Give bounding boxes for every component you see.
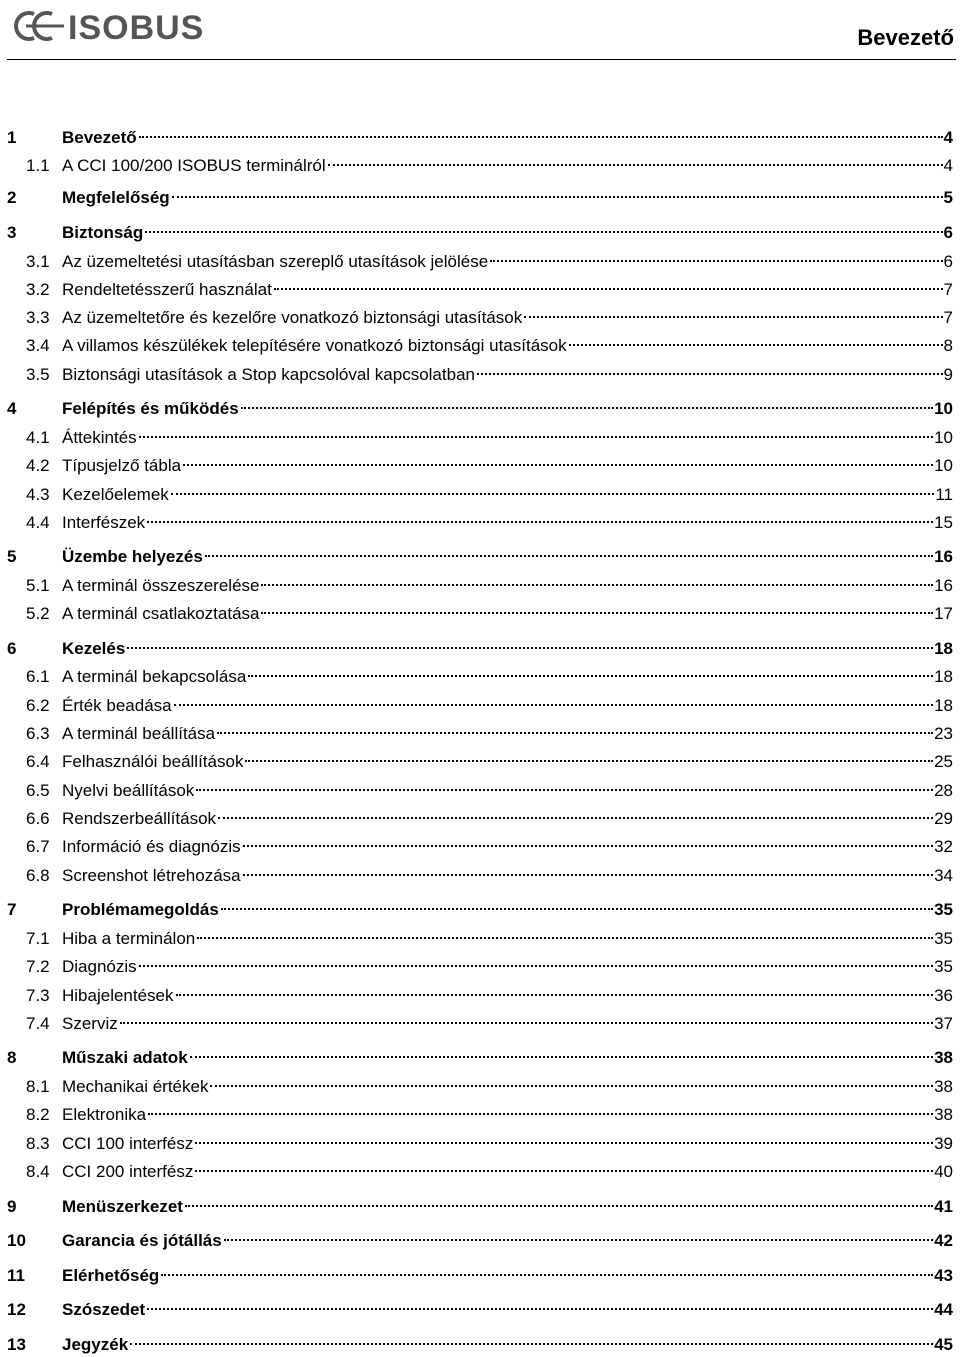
toc-entry-number: 6.7 [26, 837, 50, 856]
toc-entry-title: Elérhetőség [62, 1266, 160, 1285]
toc-dot-leader [476, 358, 943, 380]
toc-entry-number: 3.1 [26, 252, 50, 271]
toc-entry-title: A terminál beállítása [62, 724, 216, 743]
toc-entry-number: 8 [7, 1048, 17, 1067]
toc-entry[interactable] [0, 121, 960, 147]
toc-entry-page-number: 29 [934, 809, 953, 828]
toc-entry-number: 4.4 [26, 513, 50, 532]
toc-entry-title: CCI 200 interfész [62, 1162, 194, 1181]
toc-entry-page-number: 38 [934, 1077, 953, 1096]
toc-entry-title: Elektronika [62, 1105, 147, 1124]
toc-dot-leader [568, 329, 943, 351]
toc-entry-number: 3.4 [26, 336, 50, 355]
toc-entry-title: A villamos készülékek telepítésére vonatkozó biztonsági utasítások [62, 336, 567, 355]
toc-entry-page-number: 41 [934, 1197, 953, 1216]
toc-entry-number: 5 [7, 547, 17, 566]
toc-entry-number: 3.2 [26, 280, 50, 299]
toc-entry-number: 2 [7, 188, 17, 207]
toc-entry-number: 7.1 [26, 929, 50, 948]
toc-entry[interactable] [0, 717, 960, 743]
toc-entry[interactable] [0, 1070, 960, 1096]
toc-entry-title: Kezelés [62, 639, 126, 658]
toc-entry-title: Típusjelző tábla [62, 456, 182, 475]
toc-entry-number: 7.4 [26, 1014, 50, 1033]
toc-dot-leader [146, 506, 933, 528]
toc-dot-leader [144, 216, 942, 238]
toc-dot-leader [196, 922, 933, 944]
toc-entry-title: Áttekintés [62, 428, 137, 447]
toc-dot-leader [189, 1041, 933, 1063]
toc-entry-title: Műszaki adatok [62, 1048, 188, 1067]
toc-entry-number: 8.3 [26, 1134, 50, 1153]
toc-entry-number: 4 [7, 399, 17, 418]
toc-dot-leader [217, 802, 933, 824]
toc-dot-leader [216, 717, 933, 739]
toc-entry-page-number: 43 [934, 1266, 953, 1285]
toc-entry-page-number: 10 [934, 399, 953, 418]
toc-entry[interactable] [0, 632, 960, 658]
toc-entry-page-number: 4 [943, 156, 953, 175]
toc-entry[interactable] [0, 979, 960, 1005]
toc-entry-page-number: 6 [943, 252, 953, 271]
toc-dot-leader [260, 569, 933, 591]
toc-entry[interactable] [0, 329, 960, 355]
toc-entry-title: A terminál bekapcsolása [62, 667, 247, 686]
toc-dot-leader [489, 245, 942, 267]
toc-entry[interactable] [0, 1259, 960, 1285]
toc-entry-title: Az üzemeltetőre és kezelőre vonatkozó biztonsági utasítások [62, 308, 523, 327]
toc-entry-page-number: 5 [943, 188, 953, 207]
toc-entry-number: 3.5 [26, 365, 50, 384]
toc-entry[interactable] [0, 1098, 960, 1124]
toc-entry-page-number: 35 [934, 900, 953, 919]
toc-dot-leader [126, 632, 933, 654]
toc-dot-leader [119, 1007, 933, 1029]
toc-entry-title: Megfelelőség [62, 188, 170, 207]
toc-entry[interactable] [0, 540, 960, 566]
toc-entry[interactable] [0, 421, 960, 447]
header-title: Bevezető [857, 25, 954, 50]
toc-dot-leader [173, 689, 933, 711]
toc-entry-title: Biztonság [62, 223, 144, 242]
toc-entry-page-number: 8 [943, 336, 953, 355]
toc-dot-leader [260, 597, 933, 619]
toc-entry[interactable] [0, 597, 960, 623]
toc-dot-leader [240, 392, 933, 414]
page-header [0, 0, 960, 60]
toc-entry-number: 6 [7, 639, 17, 658]
toc-entry-number: 8.2 [26, 1105, 50, 1124]
toc-entry-number: 1 [7, 128, 17, 147]
toc-entry[interactable] [0, 569, 960, 595]
toc-entry-page-number: 39 [934, 1134, 953, 1153]
toc-entry-page-number: 9 [943, 365, 953, 384]
toc-entry[interactable] [0, 1155, 960, 1181]
toc-entry-number: 5.1 [26, 576, 50, 595]
toc-entry-title: Felépítés és működés [62, 399, 239, 418]
toc-entry[interactable] [0, 660, 960, 686]
toc-entry-title: CCI 100 interfész [62, 1134, 194, 1153]
toc-entry-title: Jegyzék [62, 1335, 129, 1354]
toc-entry[interactable] [0, 181, 960, 207]
toc-entry[interactable] [0, 478, 960, 504]
toc-dot-leader [147, 1098, 933, 1120]
toc-entry-page-number: 40 [934, 1162, 953, 1181]
toc-entry-page-number: 16 [934, 547, 953, 566]
toc-dot-leader [195, 774, 933, 796]
toc-entry[interactable] [0, 830, 960, 856]
toc-entry-number: 6.2 [26, 696, 50, 715]
toc-entry-page-number: 7 [943, 308, 953, 327]
toc-entry[interactable] [0, 745, 960, 771]
toc-dot-leader [184, 1190, 933, 1212]
toc-entry-page-number: 37 [934, 1014, 953, 1033]
toc-entry[interactable] [0, 1224, 960, 1250]
toc-entry-title: A terminál csatlakoztatása [62, 604, 260, 623]
toc-entry[interactable] [0, 1127, 960, 1153]
toc-entry-title: Bevezető [62, 128, 137, 147]
toc-entry-title: Üzembe helyezés [62, 547, 203, 566]
toc-entry-page-number: 16 [934, 576, 953, 595]
toc-dot-leader [194, 1127, 933, 1149]
toc-entry-number: 11 [7, 1266, 25, 1285]
toc-entry-title: Garancia és jótállás [62, 1231, 222, 1250]
toc-entry-title: Nyelvi beállítások [62, 781, 195, 800]
toc-entry-page-number: 32 [934, 837, 953, 856]
toc-entry-title: Biztonsági utasítások a Stop kapcsolóval kapcsolatban [62, 365, 475, 384]
toc-entry[interactable] [0, 922, 960, 948]
toc-entry[interactable] [0, 358, 960, 384]
toc-entry-page-number: 11 [935, 485, 953, 504]
toc-entry-title: Screenshot létrehozása [62, 866, 241, 885]
toc-entry[interactable] [0, 1007, 960, 1033]
toc-entry[interactable] [0, 893, 960, 919]
header-divider [7, 59, 956, 60]
toc-entry[interactable] [0, 245, 960, 271]
toc-entry-title: Diagnózis [62, 957, 137, 976]
toc-entry-page-number: 28 [934, 781, 953, 800]
toc-entry-page-number: 18 [934, 667, 953, 686]
toc-entry-title: Rendszerbeállítások [62, 809, 217, 828]
toc-entry-page-number: 42 [934, 1231, 953, 1250]
toc-dot-leader [244, 745, 933, 767]
toc-entry-page-number: 35 [934, 929, 953, 948]
toc-dot-leader [129, 1328, 933, 1350]
toc-entry[interactable] [0, 149, 960, 175]
toc-entry-page-number: 18 [934, 639, 953, 658]
toc-dot-leader [146, 1293, 933, 1315]
toc-entry-title: Problémamegoldás [62, 900, 219, 919]
toc-entry-number: 6.5 [26, 781, 50, 800]
toc-entry[interactable] [0, 802, 960, 828]
toc-entry-number: 6.1 [26, 667, 50, 686]
toc-entry-title: Interfészek [62, 513, 146, 532]
toc-entry[interactable] [0, 689, 960, 715]
toc-entry[interactable] [0, 1293, 960, 1319]
toc-entry-page-number: 23 [934, 724, 953, 743]
toc-entry-page-number: 45 [934, 1335, 953, 1354]
toc-entry-page-number: 10 [934, 428, 953, 447]
toc-entry-number: 7.2 [26, 957, 50, 976]
toc-entry-page-number: 6 [943, 223, 953, 242]
toc-entry-page-number: 36 [934, 986, 953, 1005]
toc-entry-page-number: 38 [934, 1105, 953, 1124]
toc-entry-number: 6.4 [26, 752, 50, 771]
toc-entry-title: Mechanikai értékek [62, 1077, 209, 1096]
toc-entry-title: A CCI 100/200 ISOBUS terminálról [62, 156, 326, 175]
toc-dot-leader [175, 979, 934, 1001]
toc-entry[interactable] [0, 950, 960, 976]
toc-dot-leader [170, 478, 935, 500]
toc-entry-number: 7.3 [26, 986, 50, 1005]
toc-entry-page-number: 15 [934, 513, 953, 532]
toc-entry[interactable] [0, 1190, 960, 1216]
toc-dot-leader [247, 660, 933, 682]
toc-dot-leader [138, 421, 933, 443]
toc-entry-number: 10 [7, 1231, 26, 1250]
toc-entry-title: Információ és diagnózis [62, 837, 241, 856]
toc-dot-leader [138, 121, 943, 143]
toc-dot-leader [194, 1155, 933, 1177]
toc-entry[interactable] [0, 273, 960, 299]
toc-entry-number: 3 [7, 223, 17, 242]
toc-entry-page-number: 10 [934, 456, 953, 475]
toc-entry-number: 6.6 [26, 809, 50, 828]
toc-entry[interactable] [0, 506, 960, 532]
toc-entry-number: 6.8 [26, 866, 50, 885]
toc-entry[interactable] [0, 1041, 960, 1067]
toc-dot-leader [220, 893, 933, 915]
toc-entry-title: Felhasználói beállítások [62, 752, 244, 771]
toc-entry[interactable] [0, 774, 960, 800]
toc-entry-number: 6.3 [26, 724, 50, 743]
toc-dot-leader [523, 301, 942, 323]
toc-entry-page-number: 44 [934, 1300, 953, 1319]
toc-entry[interactable] [0, 392, 960, 418]
toc-entry-title: Hiba a terminálon [62, 929, 196, 948]
toc-dot-leader [138, 950, 933, 972]
toc-entry-page-number: 38 [934, 1048, 953, 1067]
toc-entry-number: 4.3 [26, 485, 50, 504]
toc-entry-title: Hibajelentések [62, 986, 174, 1005]
toc-dot-leader [223, 1224, 933, 1246]
toc-entry-number: 1.1 [26, 156, 50, 175]
toc-entry-page-number: 4 [943, 128, 953, 147]
toc-entry-title: Szószedet [62, 1300, 146, 1319]
toc-entry[interactable] [0, 1328, 960, 1354]
toc-entry-number: 4.2 [26, 456, 50, 475]
toc-entry-number: 8.4 [26, 1162, 50, 1181]
toc-dot-leader [204, 540, 933, 562]
toc-dot-leader [242, 830, 933, 852]
toc-dot-leader [171, 181, 943, 203]
toc-entry-title: Rendeltetésszerű használat [62, 280, 272, 299]
toc-entry-page-number: 25 [934, 752, 953, 771]
toc-entry-title: Kezelőelemek [62, 485, 169, 504]
toc-entry[interactable] [0, 216, 960, 242]
toc-entry-number: 4.1 [26, 428, 50, 447]
toc-entry-page-number: 35 [934, 957, 953, 976]
toc-entry-number: 8.1 [26, 1077, 50, 1096]
toc-entry-number: 7 [7, 900, 17, 919]
toc-dot-leader [327, 149, 943, 171]
toc-dot-leader [160, 1259, 933, 1281]
toc-entry-number: 12 [7, 1300, 26, 1319]
toc-entry-title: A terminál összeszerelése [62, 576, 260, 595]
toc-entry[interactable] [0, 859, 960, 885]
toc-entry-page-number: 7 [943, 280, 953, 299]
toc-dot-leader [242, 859, 933, 881]
toc-entry-page-number: 34 [934, 866, 953, 885]
toc-entry[interactable] [0, 301, 960, 327]
toc-entry-page-number: 18 [934, 696, 953, 715]
toc-entry-title: Érték beadása [62, 696, 172, 715]
toc-dot-leader [209, 1070, 933, 1092]
toc-entry-title: Az üzemeltetési utasításban szereplő utasítások jelölése [62, 252, 489, 271]
svg-text:ISOBUS: ISOBUS [68, 9, 205, 46]
toc-dot-leader [182, 449, 933, 471]
toc-entry-number: 5.2 [26, 604, 50, 623]
toc-entry-number: 13 [7, 1335, 26, 1354]
toc-entry-number: 3.3 [26, 308, 50, 327]
toc-dot-leader [273, 273, 943, 295]
toc-entry-title: Szerviz [62, 1014, 118, 1033]
toc-entry-page-number: 17 [934, 604, 953, 623]
toc-entry[interactable] [0, 449, 960, 475]
cc-isobus-logo [12, 6, 222, 46]
toc-entry-title: Menüszerkezet [62, 1197, 183, 1216]
toc-entry-number: 9 [7, 1197, 17, 1216]
